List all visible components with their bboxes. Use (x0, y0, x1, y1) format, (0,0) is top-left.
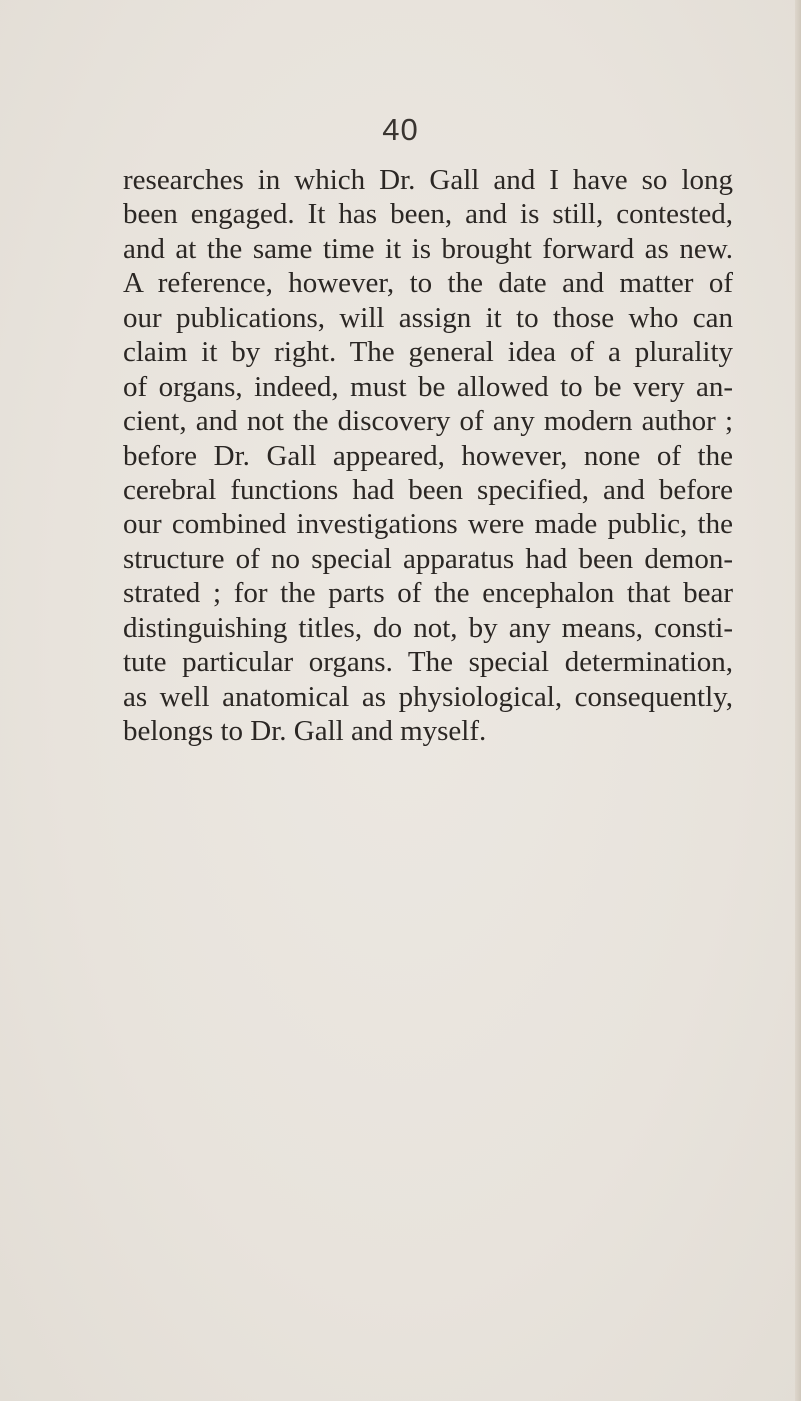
text-line: structure of no special apparatus had been demon- (123, 542, 733, 575)
text-line: strated ; for the parts of the encephalon that bear (123, 577, 733, 610)
text-line: distinguishing titles, do not, by any means, consti- (123, 611, 733, 644)
text-line: and at the same time it is brought forward as new. (123, 232, 733, 265)
text-line: of organs, indeed, must be allowed to be very an- (123, 370, 733, 403)
text-line: A reference, however, to the date and matter of (123, 267, 733, 300)
text-line: cerebral functions had been specified, and before (123, 473, 733, 506)
text-line: claim it by right. The general idea of a plurality (123, 336, 733, 369)
text-line: cient, and not the discovery of any modern author ; (123, 405, 733, 438)
text-line: belongs to Dr. Gall and myself. (123, 715, 487, 747)
text-line: been engaged. It has been, and is still, contested, (123, 198, 733, 231)
page-edge (795, 0, 801, 1401)
text-line: researches in which Dr. Gall and I have so long (123, 164, 733, 196)
text-line: before Dr. Gall appeared, however, none of the (123, 439, 733, 472)
body-text (123, 163, 733, 748)
text-line: our publications, will assign it to those who can (123, 301, 733, 334)
text-line: as well anatomical as physiological, consequently, (123, 680, 733, 713)
text-line: tute particular organs. The special determination, (123, 646, 733, 679)
page-number: 40 (382, 112, 419, 147)
text-line: our combined investigations were made public, the (123, 508, 733, 541)
